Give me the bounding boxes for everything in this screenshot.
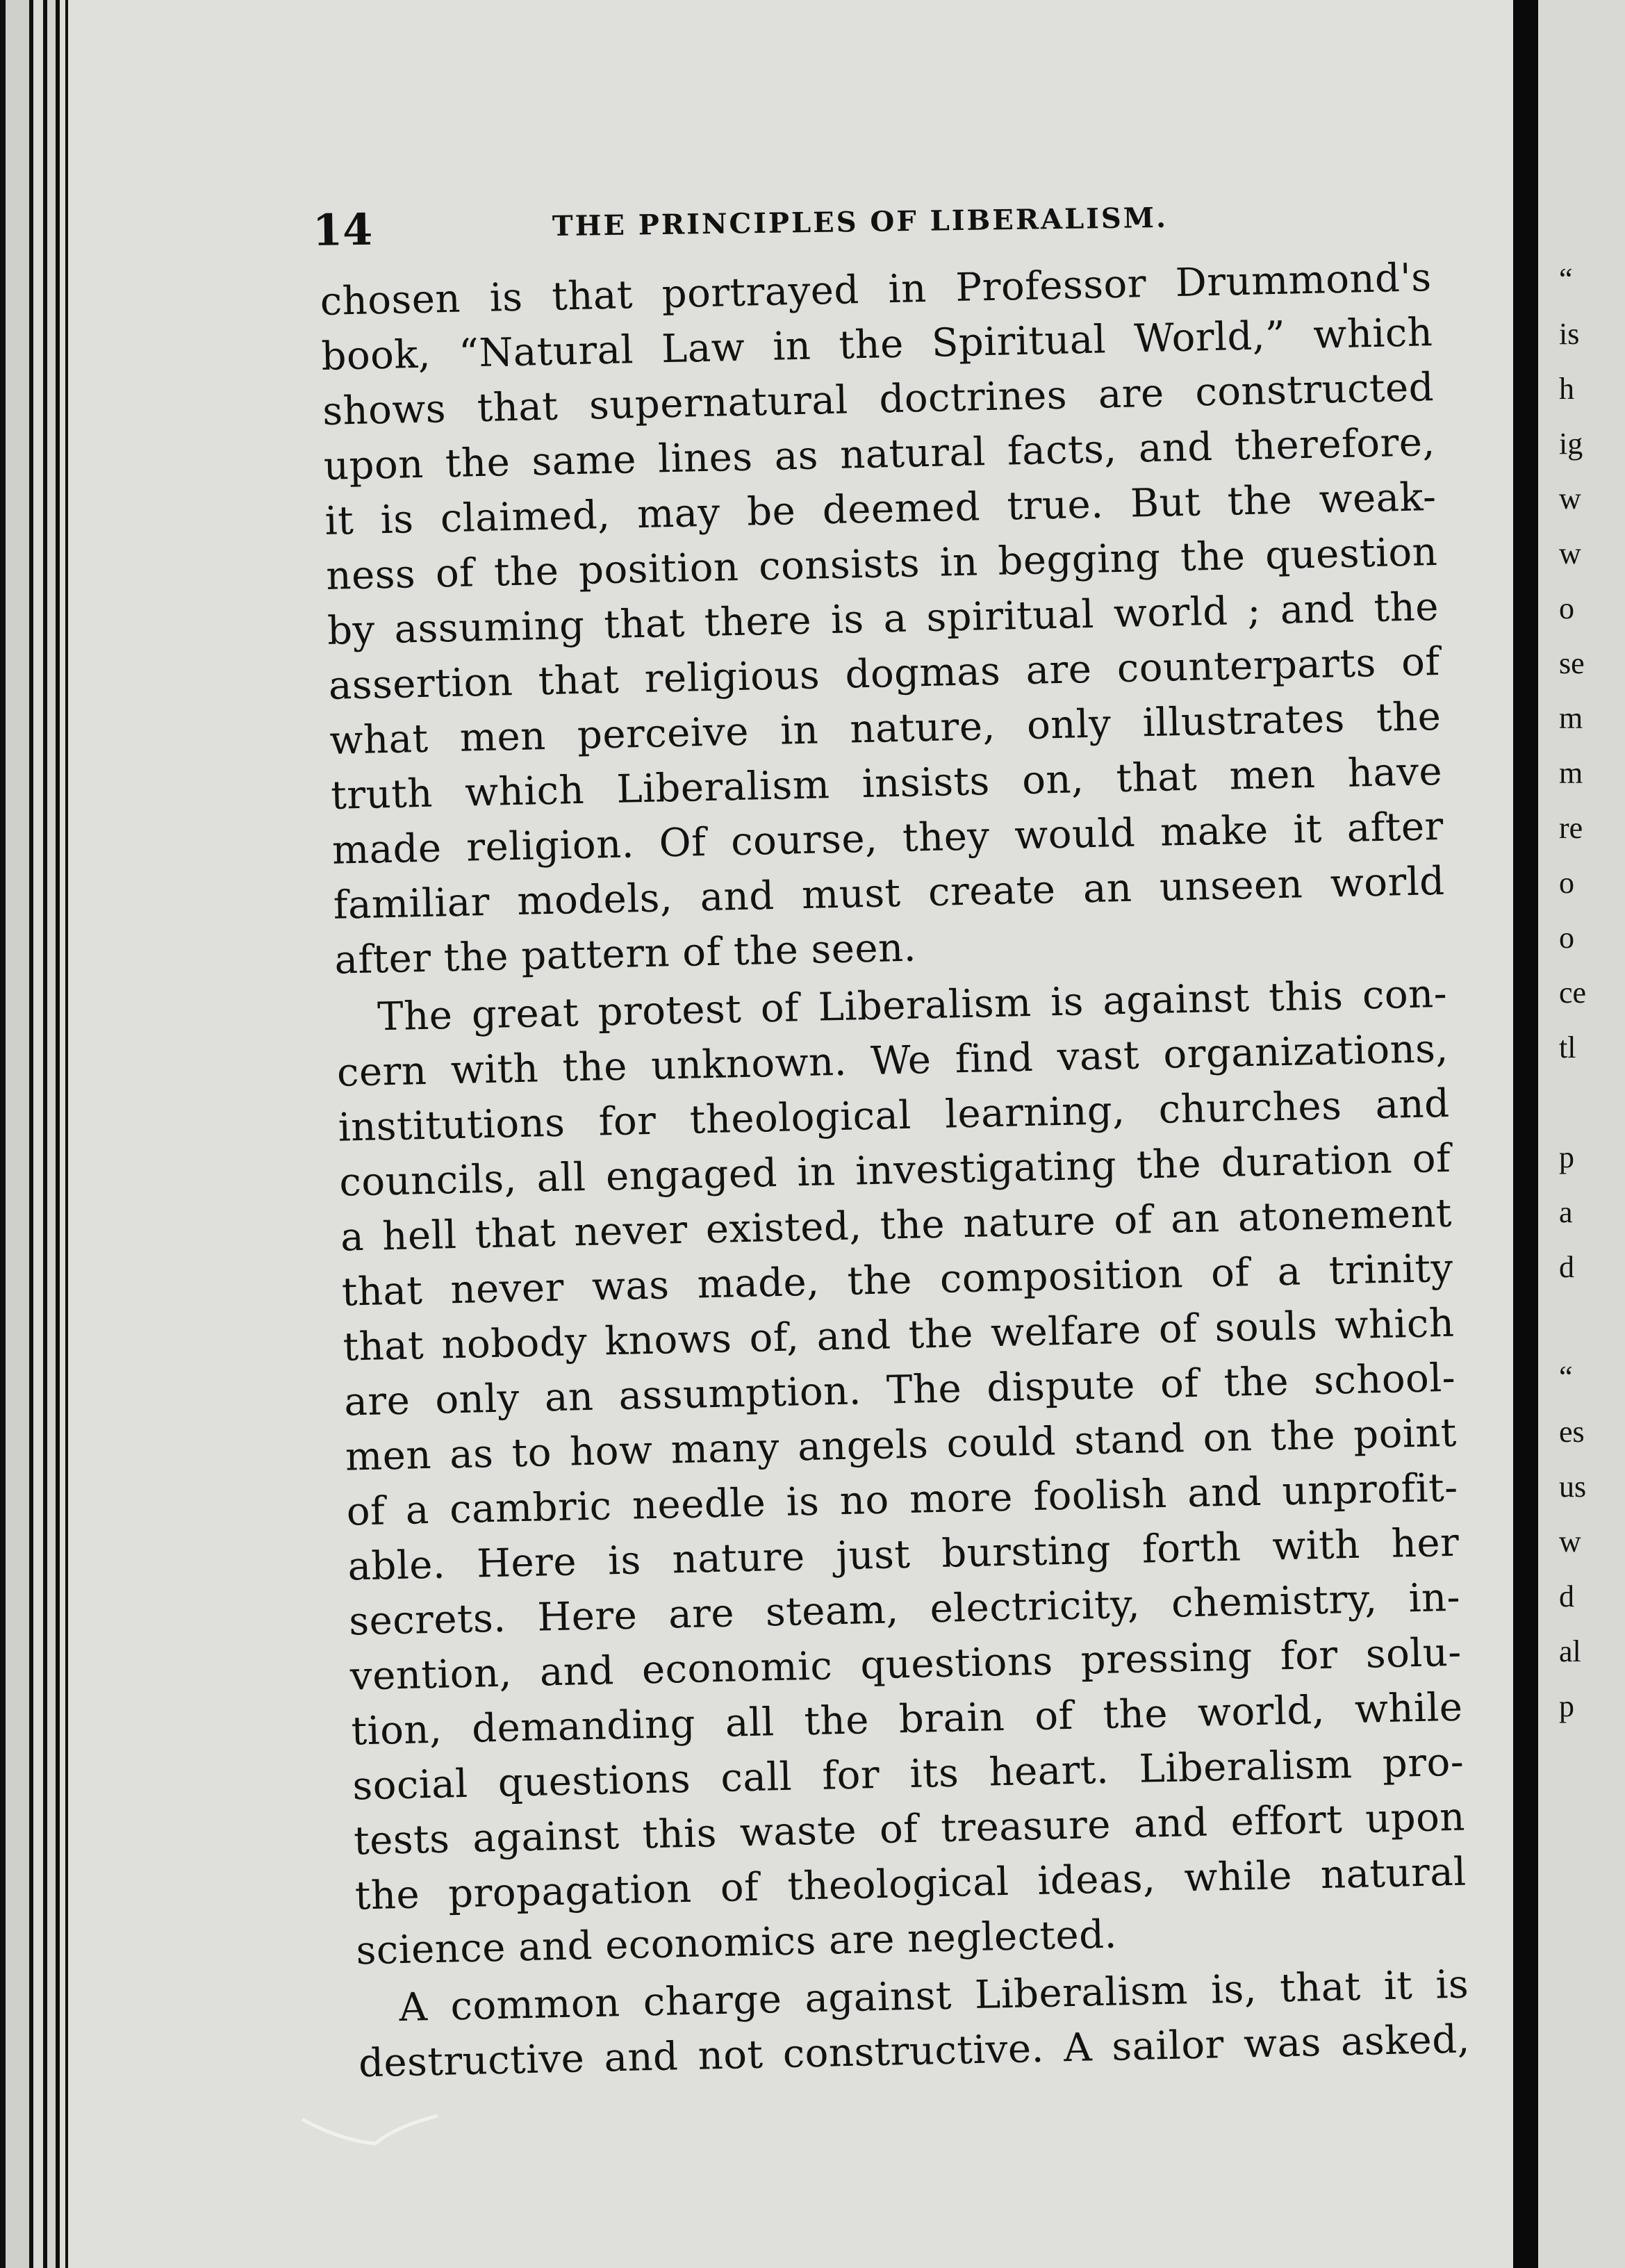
text-line: it is claimed, may be deemed true. But the weak- <box>324 475 1437 544</box>
facing-page-fragment: d <box>1559 1250 1574 1284</box>
text-line: a hell that never existed, the nature of an atonement <box>340 1190 1453 1260</box>
text-line: institutions for theological learning, churches and <box>338 1080 1451 1151</box>
facing-page-fragment: re <box>1559 811 1583 845</box>
page-edge <box>60 0 65 2268</box>
page-edge <box>6 0 29 2268</box>
facing-page-fragment: m <box>1559 756 1583 790</box>
text-line: familiar models, and must create an unseen world <box>333 858 1446 928</box>
text-line: the propagation of theological ideas, while natural <box>354 1849 1467 1919</box>
text-line: vention, and economic questions pressing for solu- <box>349 1629 1462 1700</box>
page-gutter <box>1513 0 1538 2268</box>
facing-page-fragment: “ <box>1559 262 1573 296</box>
text-line: what men perceive in nature, only illustrates the <box>329 693 1442 764</box>
facing-page-fragment: us <box>1559 1470 1587 1504</box>
facing-page-fragment: o <box>1559 591 1574 625</box>
facing-page-fragment: o <box>1559 921 1574 955</box>
text-line: science and economics are neglected. <box>355 1912 1118 1974</box>
text-line: by assuming that there is a spiritual world ; and the <box>327 584 1440 654</box>
facing-page-fragment: ce <box>1559 976 1587 1010</box>
facing-page-fragment: w <box>1559 1525 1581 1559</box>
text-line: shows that supernatural doctrines are constructed <box>322 365 1435 434</box>
facing-page-fragment: se <box>1559 646 1585 680</box>
facing-page-fragment: ig <box>1559 427 1583 461</box>
facing-page-fragment: o <box>1559 866 1574 900</box>
text-line: A common charge against Liberalism is, that it is <box>398 1962 1469 2031</box>
text-line: truth which Liberalism insists on, that men have <box>330 748 1443 819</box>
text-line: cern with the unknown. We find vast organizations, <box>336 1026 1449 1096</box>
facing-page-fragment: “ <box>1559 1360 1573 1394</box>
facing-page-fragment: al <box>1559 1634 1581 1668</box>
page-number: 14 <box>312 204 373 256</box>
text-line: tests against this waste of treasure and effort upon <box>353 1794 1466 1864</box>
text-line: men as to how many angels could stand on the point <box>345 1410 1458 1480</box>
body-text <box>320 250 1471 2091</box>
text-line: assertion that religious dogmas are counterparts of <box>328 639 1441 709</box>
text-line: tion, demanding all the brain of the world, while <box>351 1684 1464 1755</box>
text-line: of a cambric needle is no more foolish and unprofit- <box>346 1465 1459 1535</box>
text-line: councils, all engaged in investigating the duration of <box>338 1135 1451 1206</box>
paragraph <box>320 250 1446 988</box>
text-line: able. Here is nature just bursting forth with her <box>347 1520 1460 1590</box>
text-line: chosen is that portrayed in Professor Drummond's <box>320 255 1433 324</box>
text-line: secrets. Here are steam, electricity, chemistry, in- <box>348 1575 1461 1645</box>
text-line: book, “Natural Law in the Spiritual World,” which <box>320 310 1433 379</box>
paragraph <box>335 967 1468 1979</box>
facing-page-fragment: d <box>1559 1579 1574 1613</box>
running-head: THE PRINCIPLES OF LIBERALISM. <box>552 201 1169 243</box>
text-line: that nobody knows of, and the welfare of souls which <box>342 1300 1455 1370</box>
text-line: social questions call for its heart. Liberalism pro- <box>352 1739 1465 1809</box>
text-line: made religion. Of course, they would make it after <box>331 803 1444 873</box>
text-line: ness of the position consists in begging the question <box>325 529 1438 599</box>
page-edge <box>47 0 56 2268</box>
facing-page-fragment: m <box>1559 701 1583 735</box>
facing-page-fragment: is <box>1559 317 1580 351</box>
text-line: upon the same lines as natural facts, and therefore, <box>323 420 1436 489</box>
facing-page-fragment: h <box>1559 372 1574 406</box>
facing-page-fragment: tl <box>1559 1030 1576 1065</box>
text-line: that never was made, the composition of a trinity <box>341 1245 1454 1315</box>
text-line: after the pattern of the seen. <box>333 925 917 983</box>
text-line: destructive and not constructive. A sailor was asked, <box>358 2016 1471 2087</box>
facing-page-fragment: a <box>1559 1195 1573 1229</box>
scan-blemish <box>299 2105 452 2154</box>
facing-page-fragment: p <box>1559 1140 1574 1174</box>
facing-page-fragment: es <box>1559 1415 1585 1449</box>
facing-page-fragment: p <box>1559 1689 1574 1723</box>
facing-page <box>1538 0 1625 2268</box>
facing-page-fragment: w <box>1559 482 1581 516</box>
text-line: are only an assumption. The dispute of the school- <box>343 1355 1456 1425</box>
text-line: The great protest of Liberalism is against this con- <box>377 971 1448 1040</box>
facing-page-fragment: w <box>1559 536 1581 570</box>
page-edge <box>33 0 43 2268</box>
